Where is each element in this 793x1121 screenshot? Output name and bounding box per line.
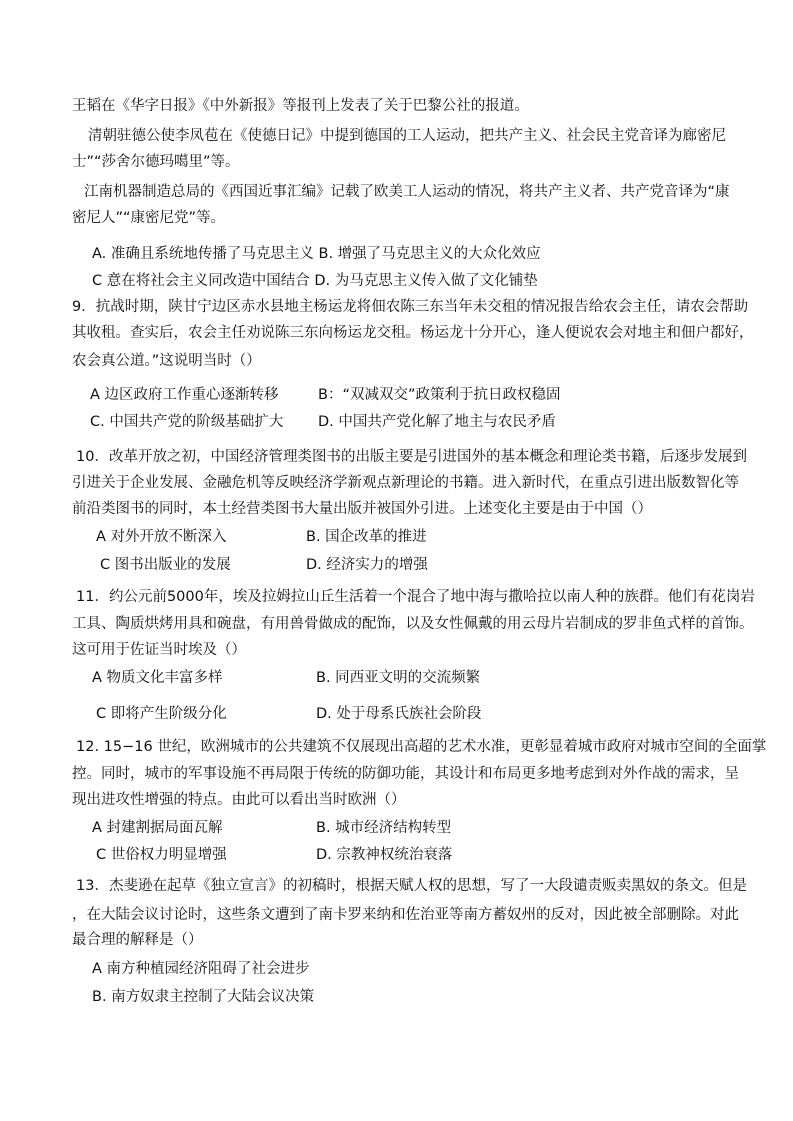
q9-option-a: A 边区政府工作重心逐渐转移 (90, 387, 279, 403)
q12-line-2: 控。同时，城市的军事设施不再局限于传统的防御功能，其设计和布局更多地考虑到对外作战的需求，呈 (72, 766, 739, 782)
q12-option-a: A 封建割据局面瓦解 (92, 820, 223, 836)
q11-option-b: B. 同西亚文明的交流频繁 (316, 670, 481, 686)
q9-line-3: 农会真公道。”这说明当时（） (72, 353, 261, 369)
q10-line-3: 前沿类图书的同时，本土经营类图书大量出版并被国外引进。上述变化主要是由于中国（） (72, 501, 652, 517)
q12-line-1: 12. 15−16 世纪，欧洲城市的公共建筑不仅展现出高超的艺术水准，更彰显着城市政府对城市空间的全面掌 (76, 739, 767, 755)
q9-option-b: B：“双减双交”政策利于抗日政权稳固 (318, 387, 561, 403)
q10-line-1: 10．改革开放之初，中国经济管理类图书的出版主要是引进国外的基本概念和理论类书籍，后逐步发展到 (76, 449, 747, 465)
q12-option-c: C 世俗权力明显增强 (96, 847, 227, 863)
q13-line-2: ，在大陆会议讨论时，这些条文遭到了南卡罗来纳和佐治亚等南方蓄奴州的反对，因此被全部删除。对此 (72, 907, 739, 923)
q9-option-c: C. 中国共产党的阶级基础扩大 (90, 414, 284, 430)
q9-option-d: D. 中国共产党化解了地主与农民矛盾 (318, 414, 556, 430)
q12-option-d: D. 宗教神权统治衰落 (316, 847, 453, 863)
intro-line-3: 士”“莎舍尔德玛噶里”等。 (72, 154, 240, 170)
intro-line-5: 密尼人”“康密尼党”等。 (72, 210, 226, 226)
q12-option-b: B. 城市经济结构转型 (316, 820, 452, 836)
q13-option-a: A 南方种植园经济阻碍了社会进步 (92, 961, 310, 977)
q10-line-2: 引进关于企业发展、金融危机等反映经济学新观点新理论的书籍。进入新时代，在重点引进出版数智化等 (72, 475, 739, 491)
q10-option-b: B. 国企改革的推进 (306, 529, 427, 545)
intro-options-ab: A. 准确且系统地传播了马克思主义 B. 增强了马克思主义的大众化效应 (92, 246, 541, 262)
q10-option-c: C 图书出版业的发展 (100, 557, 231, 573)
intro-options-cd: C 意在将社会主义同改造中国结合 D. 为马克思主义传入做了文化铺垫 (92, 273, 538, 289)
q11-option-d: D. 处于母系氏族社会阶段 (316, 706, 482, 722)
q13-line-3: 最合理的解释是（） (72, 932, 203, 948)
intro-line-1: 王韬在《华字日报》《中外新报》等报刊上发表了关于巴黎公社的报道。 (72, 98, 529, 114)
q9-line-2: 其收租。查实后，农会主任劝说陈三东向杨运龙交租。杨运龙十分开心，逢人便说农会对地主和佃户都好， (72, 325, 754, 341)
q13-line-1: 13．杰斐逊在起草《独立宣言》的初稿时，根据天赋人权的思想，写了一大段谴责贩卖黑奴的条文。但是 (76, 878, 747, 894)
q12-line-3: 现出进攻性增强的特点。由此可以看出当时欧洲（） (72, 792, 406, 808)
q9-line-1: 9．抗战时期，陕甘宁边区赤水县地主杨运龙将佃农陈三东当年未交租的情况报告给农会主任，请农会帮助 (72, 299, 749, 315)
q11-line-1: 11．约公元前5000年，埃及拉姆拉山丘生活着一个混合了地中海与撒哈拉以南人种的族群。他们有花岗岩 (76, 589, 755, 605)
q11-option-a: A 物质文化丰富多样 (92, 670, 223, 686)
intro-line-4: 江南机器制造总局的《西国近事汇编》记载了欧美工人运动的情况，将共产主义者、共产党音译为“康 (84, 184, 730, 200)
q10-option-a: A 对外开放不断深入 (96, 529, 227, 545)
q10-option-d: D. 经济实力的增强 (306, 557, 428, 573)
q13-option-b: B. 南方奴隶主控制了大陆会议决策 (92, 989, 315, 1005)
intro-line-2: 清朝驻德公使李凤苞在《使德日记》中提到德国的工人运动，把共产主义、社会民主党音译为廊密尼 (88, 128, 726, 144)
q11-option-c: C 即将产生阶级分化 (96, 706, 227, 722)
q11-line-2: 工具、陶质烘烤用具和碗盘，有用兽骨做成的配饰，以及女性佩戴的用云母片岩制成的罗非鱼式样的首饰。 (72, 616, 754, 632)
q11-line-3: 这可用于佐证当时埃及（） (72, 642, 246, 658)
